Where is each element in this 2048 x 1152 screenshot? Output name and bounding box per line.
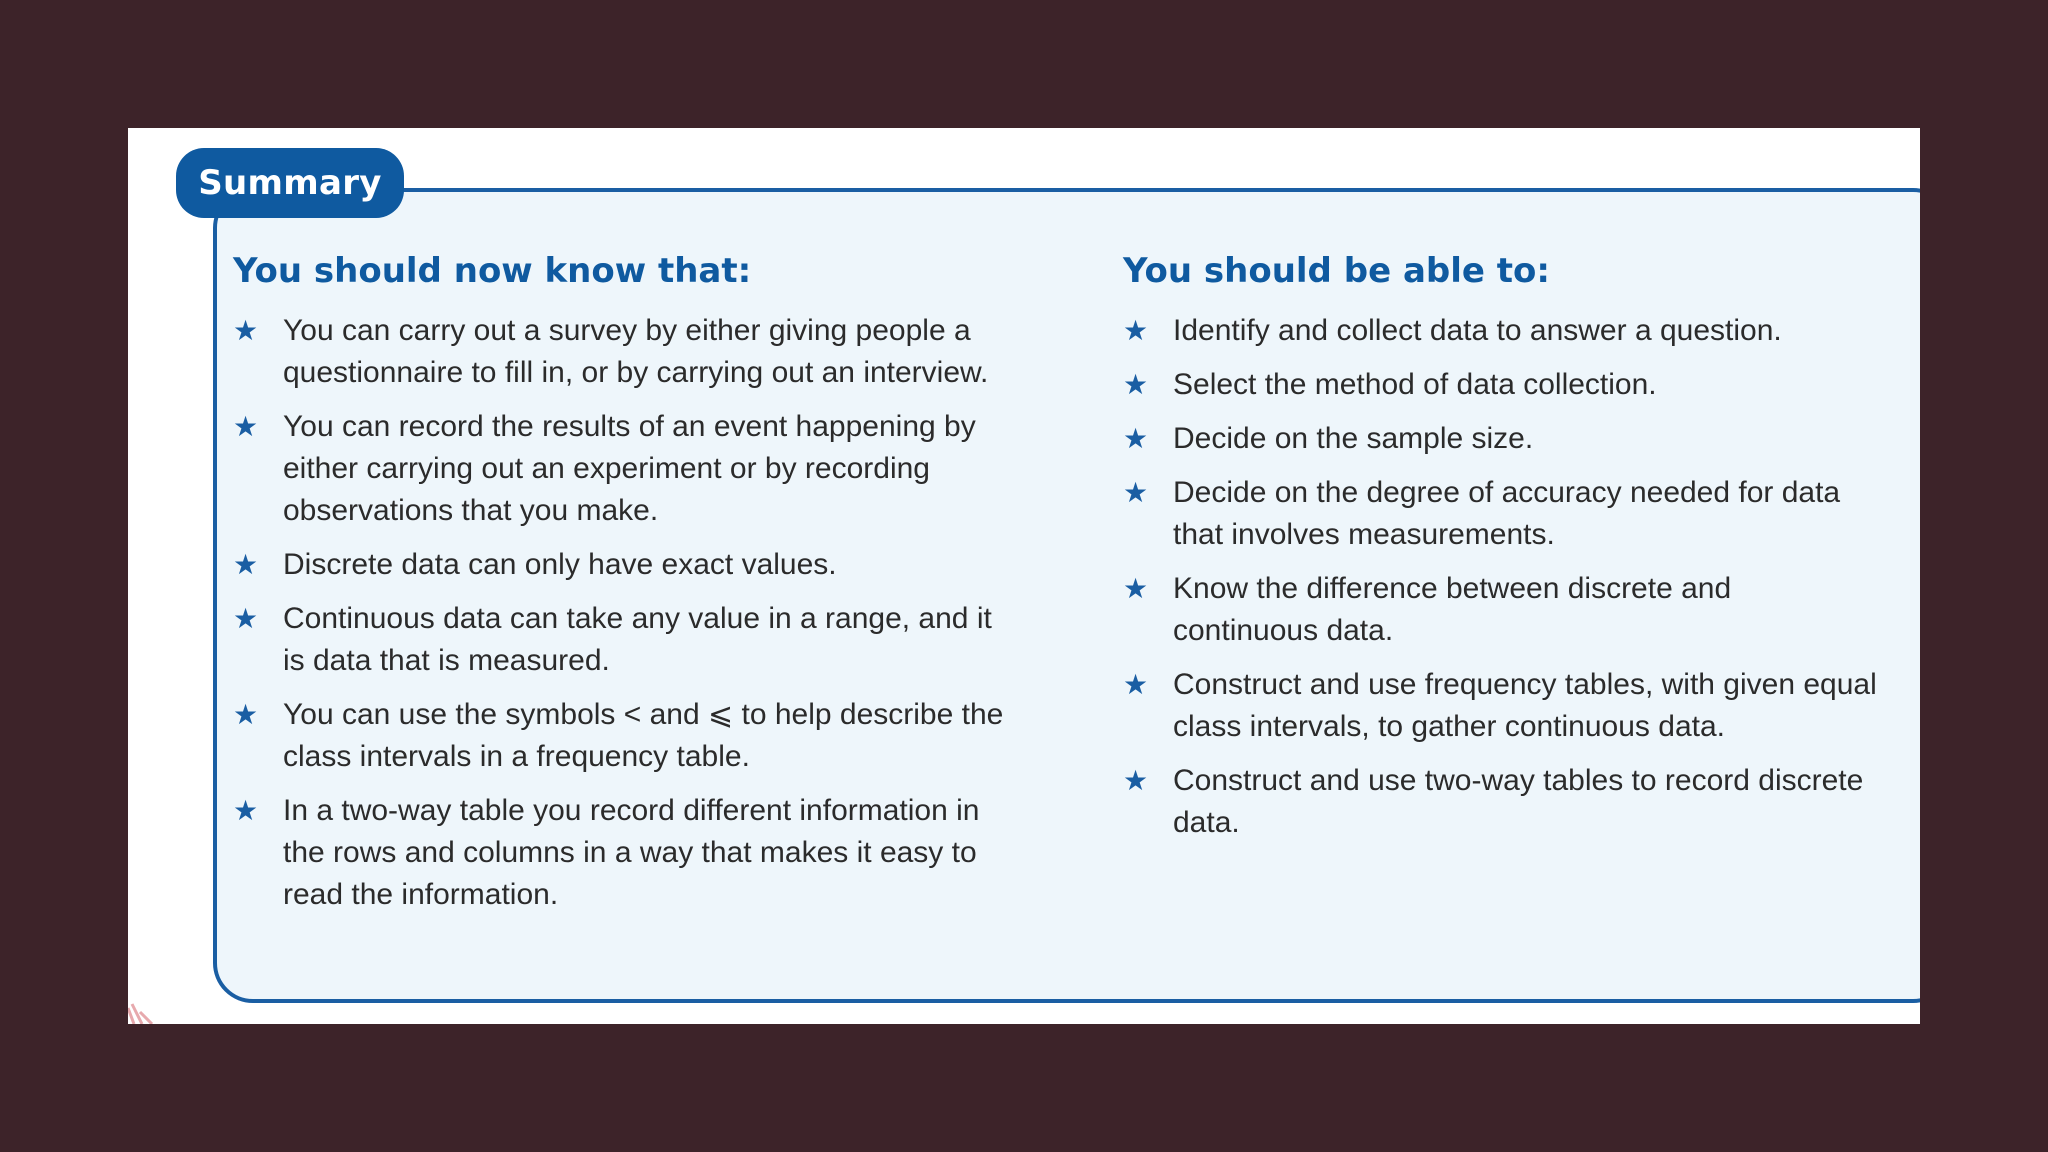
document-page [128, 128, 1920, 1024]
list-item [233, 310, 1013, 394]
list-item [233, 406, 1013, 532]
star-icon: ★ [1123, 476, 1149, 509]
list-item-text: Decide on the sample size. [1173, 422, 1534, 455]
able-to-list [1123, 310, 1883, 844]
star-icon: ★ [233, 410, 259, 443]
list-item [233, 790, 1013, 916]
star-icon: ★ [233, 314, 259, 347]
list-item-text: Construct and use two-way tables to record discrete data. [1173, 764, 1864, 839]
star-icon: ★ [233, 698, 259, 731]
star-icon: ★ [233, 602, 259, 635]
list-item-text: You can use the symbols < and ⩽ to help describe the class intervals in a frequency table. [283, 698, 1004, 773]
list-item [233, 544, 1013, 586]
list-item-text: Continuous data can take any value in a range, and it is data that is measured. [283, 602, 992, 677]
able-to-column [1123, 246, 1883, 856]
list-item-text: Discrete data can only have exact values. [283, 548, 837, 581]
list-item [1123, 364, 1883, 406]
star-icon: ★ [1123, 422, 1149, 455]
know-that-list [233, 310, 1013, 916]
star-icon: ★ [233, 794, 259, 827]
know-that-heading: You should now know that: [233, 251, 752, 291]
know-that-column [233, 246, 1013, 928]
star-icon: ★ [233, 548, 259, 581]
list-item-text: You can record the results of an event happening by either carrying out an experiment or by recording observations that you make. [283, 410, 976, 527]
star-icon: ★ [1123, 668, 1149, 701]
list-item [1123, 472, 1883, 556]
list-item [233, 598, 1013, 682]
list-item-text: Know the difference between discrete and continuous data. [1173, 572, 1732, 647]
list-item-text: In a two-way table you record different information in the rows and columns in a way that makes it easy to read the information. [283, 794, 980, 911]
summary-badge: Summary [176, 148, 404, 218]
star-icon: ★ [1123, 314, 1149, 347]
star-icon: ★ [1123, 572, 1149, 605]
star-icon: ★ [1123, 764, 1149, 797]
list-item [1123, 418, 1883, 460]
list-item-text: Select the method of data collection. [1173, 368, 1657, 401]
list-item [1123, 760, 1883, 844]
list-item-text: Construct and use frequency tables, with given equal class intervals, to gather continuous data. [1173, 668, 1877, 743]
list-item-text: You can carry out a survey by either giving people a questionnaire to fill in, or by carrying out an interview. [283, 314, 989, 389]
list-item-text: Decide on the degree of accuracy needed for data that involves measurements. [1173, 476, 1841, 551]
list-item [1123, 664, 1883, 748]
list-item [1123, 310, 1883, 352]
star-icon: ★ [1123, 368, 1149, 401]
list-item [1123, 568, 1883, 652]
list-item-text: Identify and collect data to answer a question. [1173, 314, 1782, 347]
list-item [233, 694, 1013, 778]
able-to-heading: You should be able to: [1123, 251, 1551, 291]
corner-mark-icon [128, 1002, 158, 1024]
